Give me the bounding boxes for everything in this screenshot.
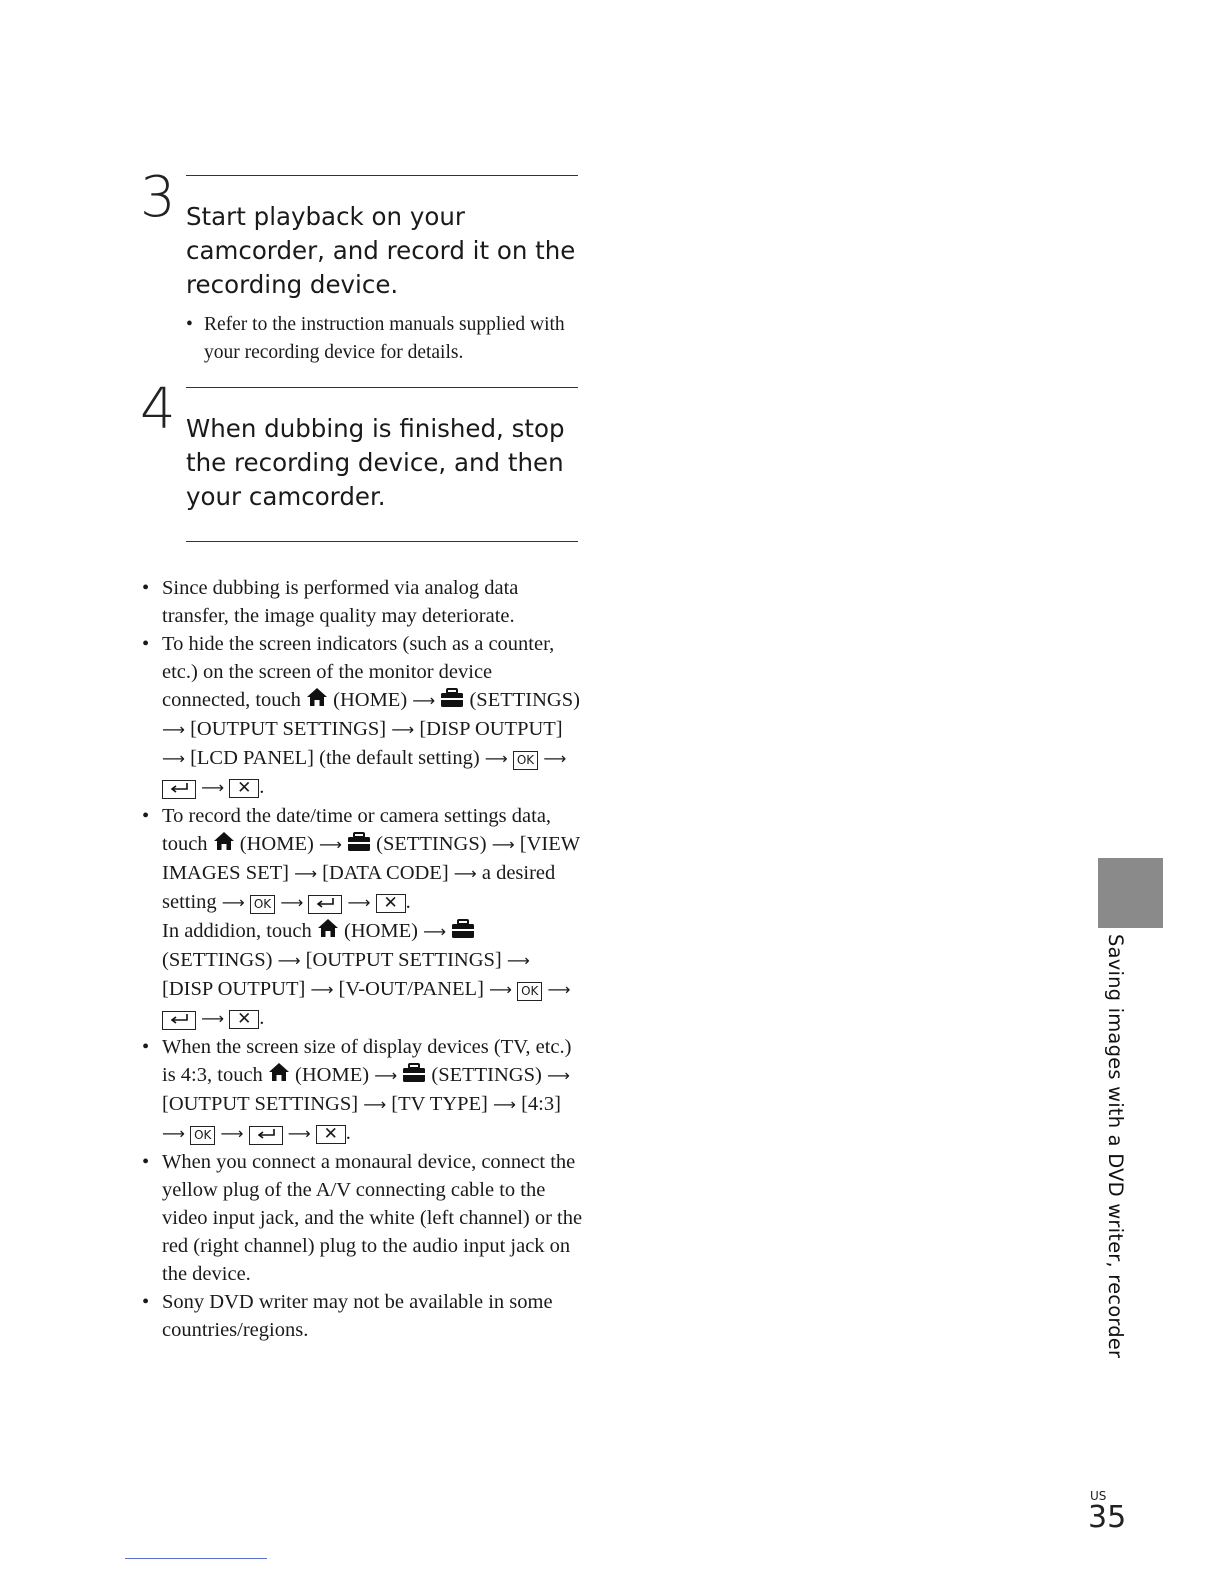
- close-button-icon: ✕: [229, 1010, 259, 1029]
- settings-label: (SETTINGS): [376, 833, 487, 855]
- menu-4-3: [4:3]: [521, 1093, 561, 1115]
- home-label: (HOME): [239, 833, 314, 855]
- note-text: When the screen size of display devices (TV, etc.) is 4:3, touch: [162, 1036, 572, 1086]
- arrow-icon: ⟶: [318, 835, 342, 854]
- menu-disp-output: [DISP OUTPUT]: [419, 718, 563, 740]
- note-text: Sony DVD writer may not be available in some countries/regions.: [162, 1291, 553, 1341]
- step-number: 3: [140, 165, 176, 230]
- step-title: When dubbing is finished, stop the recording device, and then your camcorder.: [186, 414, 565, 511]
- step-divider: [186, 541, 578, 542]
- menu-lcd-panel: [LCD PANEL] (the default setting): [190, 747, 480, 769]
- arrow-icon: ⟶: [491, 835, 515, 854]
- note-item: [140, 574, 585, 630]
- arrow-icon: ⟶: [201, 778, 225, 797]
- close-button-icon: ✕: [376, 894, 406, 913]
- home-icon: [306, 686, 328, 708]
- note-text: To hide the screen indicators (such as a counter, etc.) on the screen of the monitor device connected, touch: [162, 633, 555, 711]
- home-icon: [213, 830, 235, 852]
- note-item: • To hide the screen indicators (such as a counter, etc.) on the screen of the monitor device connected, touch (HOME) ⟶ (SETTINGS) ⟶ [OUTPUT SETTINGS] ⟶ [DISP OUTPUT] ⟶ [LCD PANEL] (the default setting) ⟶ OK ⟶ ⟶ ✕ .: [140, 630, 585, 802]
- page-number: 35: [1088, 1500, 1127, 1535]
- arrow-icon: ⟶: [412, 691, 436, 710]
- arrow-icon: ⟶: [489, 980, 512, 999]
- settings-icon: [451, 919, 475, 939]
- arrow-icon: ⟶: [391, 720, 415, 739]
- arrow-icon: ⟶: [374, 1066, 398, 1085]
- settings-label: (SETTINGS): [162, 949, 273, 971]
- settings-icon: [440, 688, 464, 708]
- arrow-icon: ⟶: [547, 980, 571, 999]
- note-item: [140, 1288, 585, 1344]
- arrow-icon: ⟶: [201, 1009, 225, 1028]
- ok-button-icon: OK: [250, 895, 275, 914]
- note-text: In addidion, touch: [162, 920, 312, 942]
- return-button-icon: [162, 780, 196, 799]
- arrow-icon: ⟶: [310, 980, 334, 999]
- settings-icon: [402, 1063, 426, 1083]
- arrow-icon: ⟶: [162, 1124, 185, 1143]
- step-4: [140, 377, 580, 547]
- note-text: Since dubbing is performed via analog data transfer, the image quality may deteriorate.: [162, 577, 519, 627]
- ok-button-icon: OK: [517, 982, 542, 1001]
- arrow-icon: ⟶: [453, 864, 477, 883]
- page-region-code: US: [1090, 1489, 1107, 1503]
- menu-output-settings: [OUTPUT SETTINGS]: [190, 718, 387, 740]
- arrow-icon: ⟶: [287, 1124, 311, 1143]
- close-button-icon: ✕: [316, 1125, 346, 1144]
- step-title: Start playback on your camcorder, and record it on the recording device.: [186, 202, 576, 299]
- ok-button-icon: OK: [513, 751, 538, 770]
- footer-divider: [125, 1558, 267, 1559]
- arrow-icon: ⟶: [363, 1095, 387, 1114]
- return-button-icon: [162, 1011, 196, 1030]
- menu-data-code: [DATA CODE]: [322, 862, 449, 884]
- notes-list: [140, 574, 585, 1344]
- home-icon: [268, 1061, 290, 1083]
- settings-icon: [347, 832, 371, 852]
- menu-view-images-set: [VIEW IMAGES SET]: [162, 833, 580, 884]
- home-icon: [317, 917, 339, 939]
- arrow-icon: ⟶: [423, 922, 447, 941]
- step-divider: [186, 387, 578, 388]
- step-divider: [186, 175, 578, 176]
- note-item: [140, 1148, 585, 1288]
- arrow-icon: ⟶: [221, 893, 245, 912]
- note-text: To record the date/time or camera settings data, touch: [162, 805, 552, 855]
- arrow-icon: ⟶: [506, 951, 530, 970]
- note-text: a desired setting: [162, 862, 556, 913]
- note-item: • When the screen size of display devices (TV, etc.) is 4:3, touch (HOME) ⟶ (SETTINGS) ⟶ [OUTPUT SETTINGS] ⟶ [TV TYPE] ⟶ [4:3] ⟶ OK ⟶ ⟶ ✕ .: [140, 1033, 585, 1148]
- arrow-icon: ⟶: [294, 864, 318, 883]
- arrow-icon: ⟶: [546, 1066, 570, 1085]
- home-label: (HOME): [333, 689, 408, 711]
- note-text: When you connect a monaural device, connect the yellow plug of the A/V connecting cable to the video input jack, and the white (left channel) or the red (right channel) plug to the audio input jack on the device.: [162, 1151, 583, 1285]
- step-number: 4: [140, 377, 176, 442]
- menu-output-settings: [OUTPUT SETTINGS]: [305, 949, 502, 971]
- arrow-icon: ⟶: [543, 749, 567, 768]
- arrow-icon: ⟶: [347, 893, 371, 912]
- return-button-icon: [249, 1126, 283, 1145]
- note-item: • To record the date/time or camera settings data, touch (HOME) ⟶ (SETTINGS) ⟶ [VIEW IMAGES SET] ⟶ [DATA CODE] ⟶ a desired setting ⟶ OK ⟶ ⟶ ✕ . In addidion, touch (HOME) ⟶ (SETTINGS) ⟶ [OUTPUT SETTINGS] ⟶ [DISP OUTPUT] ⟶ [V-OUT/PANEL] ⟶ OK ⟶ ⟶ ✕ .: [140, 802, 585, 1033]
- menu-tv-type: [TV TYPE]: [391, 1093, 488, 1115]
- return-button-icon: [308, 895, 342, 914]
- settings-label: (SETTINGS): [469, 689, 580, 711]
- menu-v-out-panel: [V-OUT/PANEL]: [338, 978, 484, 1000]
- close-button-icon: ✕: [229, 779, 259, 798]
- menu-disp-output: [DISP OUTPUT]: [162, 978, 306, 1000]
- step-3: [140, 165, 580, 370]
- arrow-icon: ⟶: [493, 1095, 516, 1114]
- menu-output-settings: [OUTPUT SETTINGS]: [162, 1093, 359, 1115]
- arrow-icon: ⟶: [280, 893, 304, 912]
- arrow-icon: ⟶: [277, 951, 301, 970]
- home-label: (HOME): [295, 1064, 370, 1086]
- section-tab-marker: [1098, 858, 1163, 928]
- section-side-label: Saving images with a DVD writer, recorder: [1104, 934, 1127, 1359]
- ok-button-icon: OK: [190, 1126, 215, 1145]
- arrow-icon: ⟶: [162, 749, 185, 768]
- home-label: (HOME): [344, 920, 419, 942]
- arrow-icon: ⟶: [162, 720, 185, 739]
- arrow-icon: ⟶: [484, 749, 508, 768]
- step-note: • Refer to the instruction manuals supplied with your recording device for details.: [186, 311, 578, 367]
- arrow-icon: ⟶: [220, 1124, 244, 1143]
- settings-label: (SETTINGS): [431, 1064, 542, 1086]
